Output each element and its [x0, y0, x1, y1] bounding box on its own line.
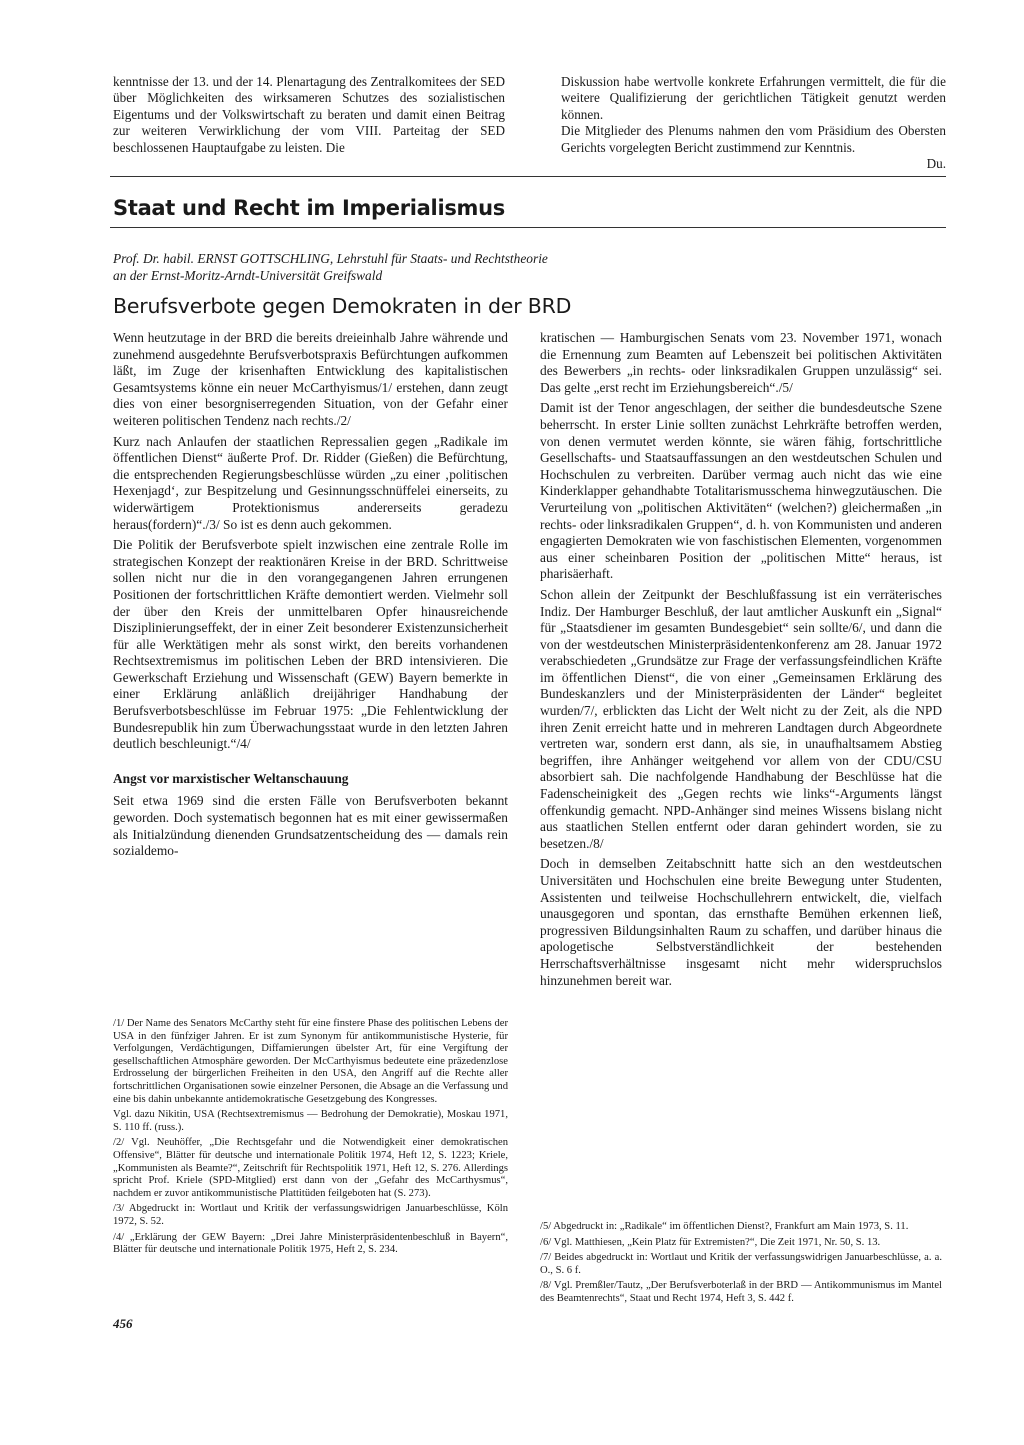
article-title: Berufsverbote gegen Demokraten in der BRD [113, 294, 572, 318]
footnote: Vgl. dazu Nikitin, USA (Rechtsextremismus — Bedrohung der Demokratie), Moskau 1971, S. 110 ff. (russ.). [113, 1109, 508, 1133]
footnote: /1/ Der Name des Senators McCarthy steht für eine finstere Phase des politischen Lebens der USA in den fünfziger Jahren. Er ist zum Synonym für antikommunistische Hysterie, für Verfolgungen, Verdächtigungen, Diffamierungen übelster Art, für eine Vergiftung der gesellschaftlichen Atmosphäre geworden. Der McCarthyismus bedeutete eine präzedenzlose Erdrosselung der bürgerlichen Freiheiten in den USA, den Angriff auf die Rechte aller fortschrittlichen Organisationen sowie einzelner Personen, die Absage an die Verfassung und eine bis dahin unbekannte antidemokratische Gesetzgebung des Kongresses. [113, 1018, 508, 1105]
footnote: /3/ Abgedruckt in: Wortlaut und Kritik der verfassungswidrigen Januarbeschlüsse, Köln 1972, S. 52. [113, 1203, 508, 1227]
footnote: /4/ „Erklärung der GEW Bayern: „Drei Jahre Ministerpräsidentenbeschluß in Bayern“, Blätter für deutsche und internationale Politik 1975, Heft 2, S. 234. [113, 1231, 508, 1256]
footnote: /2/ Vgl. Neuhöffer, „Die Rechtsgefahr und die Notwendigkeit einer demokratischen Offensive“, Blätter für deutsche und internationale Politik 1974, Heft 12, S. 1223; Kriele, „Kommunisten als Beamte?“, Zeitschrift für Rechtspolitik 1971, Heft 12, S. 276. Allerdings spricht Prof. Kriele (SPD-Mitglied) erst dann von der „Gefahr des McCarthysmus“, nachdem er zuvor antikommunistische Plattitüden feilgeboten hat (S. 273). [113, 1137, 508, 1199]
top-continuation-right [561, 74, 946, 172]
section-rule-bottom [110, 227, 946, 228]
author-affiliation [113, 250, 733, 284]
footnote: /5/ Abgedruckt in: „Radikale“ im öffentlichen Dienst?, Frankfurt am Main 1973, S. 11. [540, 1221, 909, 1232]
left-column [113, 330, 508, 864]
paragraph: Diskussion habe wertvolle konkrete Erfahrungen vermittelt, die für die weitere Qualifizierung der gerichtlichen Tätigkeit genutzt werden können. [561, 74, 946, 122]
paragraph: Seit etwa 1969 sind die ersten Fälle von Berufsverboten bekannt geworden. Doch systematisch begonnen hat es mit einer gewissermaßen als Initialzündung dienenden Grundsatzentscheidung des — damals rein sozialdemo- [113, 793, 508, 859]
paragraph: Wenn heutzutage in der BRD die bereits dreieinhalb Jahre währende und zunehmend ausgedehnte Berufsverbotspraxis Befürchtungen aufkommen läßt, im Zuge der krisenhaften Entwicklung des kapitalistischen Gesamtsystems könne ein neuer McCarthyismus/1/ erstehen, dann zeugt dies von einer besorgniserregenden Situation, von der Gefahr einer weiteren politischen Tendenz nach rechts./2/ [113, 330, 508, 428]
paragraph: Doch in demselben Zeitabschnitt hatte sich an den westdeutschen Universitäten und Hochschulen eine breite Bewegung unter Studenten, Assistenten und teilweise Hochschullehrern entwickelt, die, vielfach unausgegoren und spontan, das ernsthafte Bemühen erkennen ließ, progressiven Bildungsinhalten Raum zu schaffen, und darüber hinaus die apologetische Selbstverständlichkeit der bestehenden Herrschaftsverhältnisse insgesamt nicht mehr widerspruchslos hinzunehmen bereit war. [540, 856, 942, 988]
paragraph: Damit ist der Tenor angeschlagen, der seither die bundesdeutsche Szene beherrscht. In erster Linie sollten zunächst Lehrkräfte betroffen werden, von denen vermutet werden könnte, sie wären fähig, fortschrittliche Gesellschafts- und Staatsauffassungen an den westdeutschen Schulen und Hochschulen zu verbreiten. Darüber vermag auch nicht das wie eine Kinderklapper gehandhabte Totalitarismusschema hinwegzutäuschen. Die Verurteilung von „politischen Aktivitäten“ (welchen?) gleichermaßen „in rechts- oder linksradikalen Gruppen“, d. h. von Kommunisten und anderen engagierten Demokraten wie von faschistischen Elementen, vorgenommen aus einer scheinbaren Position der „politischen Mitte“ heraus, ist pharisäerhaft. [540, 400, 942, 582]
page-number: 456 [113, 1316, 133, 1331]
paragraph: kratischen — Hamburgischen Senats vom 23. November 1971, wonach die Ernennung zum Beamten auf Lebenszeit bei politischen Aktivitäten des Bewerbers „in rechts- oder linksradikalen Gruppen unzulässig“ sei. Das gelte „erst recht im Erziehungsbereich“./5/ [540, 330, 942, 395]
subheading: Angst vor marxistischer Weltanschauung [113, 770, 349, 786]
top-continuation-left [113, 74, 505, 160]
section-rule-top [110, 176, 946, 177]
paragraph: Die Politik der Berufsverbote spielt inzwischen eine zentrale Rolle im strategischen Konzept der reaktionären Kreise in der BRD. Schrittweise sollen nicht nur die in den vorangegangenen Jahren errungenen Positionen der fortschrittlichen Kräfte demontiert werden. Vielmehr soll der über den Kreis der unmittelbaren Opfer hinausreichende Disziplinierungseffekt, der in einer Zeit besonderer Existenzunsicherheit für alle Werktätigen mehr als sonst wirkt, den bereits vorhandenen Rechtsextremismus im politischen Leben der BRD intensivieren. Die Gewerkschaft Erziehung und Wissenschaft (GEW) Bayern bemerkte in einer Erklärung anläßlich dreijähriger Handhabung der Berufsverbotsbeschlüsse im Februar 1975: „Die Fehlentwicklung der Bundesrepublik hin zum Überwachungsstaat wurde in den letzten Jahren deutlich beschleunigt.“/4/ [113, 537, 508, 752]
footnote: /6/ Vgl. Matthiesen, „Kein Platz für Extremisten?“, Die Zeit 1971, Nr. 50, S. 13. [540, 1236, 881, 1248]
footnotes-left [113, 1018, 508, 1260]
author-line: an der Ernst-Moritz-Arndt-Universität Greifswald [113, 268, 383, 283]
author-initials: Du. [926, 156, 946, 172]
footnote: /7/ Beides abgedruckt in: Wortlaut und Kritik der verfassungswidrigen Januarbeschlüsse, a. a. O., S. 6 f. [540, 1252, 942, 1276]
paragraph: kenntnisse der 13. und der 14. Plenartagung des Zentralkomitees der SED über Möglichkeiten des wirksameren Schutzes des sozialistischen Eigentums und der Volkswirtschaft zu beraten und damit einen Beitrag zur weiteren Verwirklichung der vom VIII. Parteitag der SED beschlossenen Hauptaufgabe zu leisten. Die [113, 74, 505, 155]
author-line: Prof. Dr. habil. ERNST GOTTSCHLING, Lehrstuhl für Staats- und Rechtstheorie [113, 251, 548, 266]
footnotes-right [540, 1221, 942, 1309]
paragraph: Kurz nach Anlaufen der staatlichen Repressalien gegen „Radikale im öffentlichen Dienst“ äußerte Prof. Dr. Ridder (Gießen) die Befürchtung, die entsprechenden Regierungsbeschlüsse würden „zu einer ‚politischen Hexenjagd‘, zur Bespitzelung und Gesinnungsschnüffelei einerseits, zu widerwärtigem Protektionismus andererseits geradezu heraus(fordern)“./3/ So ist es denn auch gekommen. [113, 433, 508, 532]
right-column [540, 330, 942, 993]
paragraph: Die Mitglieder des Plenums nahmen den vom Präsidium des Obersten Gerichts vorgelegten Bericht zustimmend zur Kenntnis. [561, 123, 946, 155]
footnote: /8/ Vgl. Premßler/Tautz, „Der Berufsverboterlaß in der BRD — Antikommunismus im Mantel des Beamtenrechts“, Staat und Recht 1974, Heft 3, S. 442 f. [540, 1280, 942, 1304]
section-title: Staat und Recht im Imperialismus [113, 196, 505, 220]
paragraph: Schon allein der Zeitpunkt der Beschlußfassung ist ein verräterisches Indiz. Der Hamburger Beschluß, der laut amtlicher Auskunft ein „Signal“ für „Staatsdiener im gesamten Bundesgebiet“ sein sollte/6/, und dann die von der westdeutschen Ministerpräsidentenkonferenz am 28. Januar 1972 verabschiedeten „Grundsätze zur Frage der verfassungsfeindlichen Kräfte im öffentlichen Dienst“, die von einer „Gemeinsamen Erklärung des Bundeskanzlers und der Ministerpräsidenten der Länder“ begleitet wurden/7/, erblickten das Licht der Welt nicht zu der Zeit, als die NPD ihren Zenit erreicht hatte und in mehreren Landtagen durch Abgeordnete vertreten war, sondern erst dann, als sie, in unaufhaltsamem Abstieg begriffen, ihre Anhänger weitgehend vor allem von der CDU/CSU absorbiert sah. Die nachfolgende Handhabung der Beschlüsse hat die Fadenscheinigkeit des „Gegen rechts wie links“-Arguments längst offenkundig gemacht. NPD-Anhänger sind meines Wissens bislang nicht aus staatlichen Stellen entfernt oder daran gehindert worden, sie zu besetzen./8/ [540, 586, 942, 851]
